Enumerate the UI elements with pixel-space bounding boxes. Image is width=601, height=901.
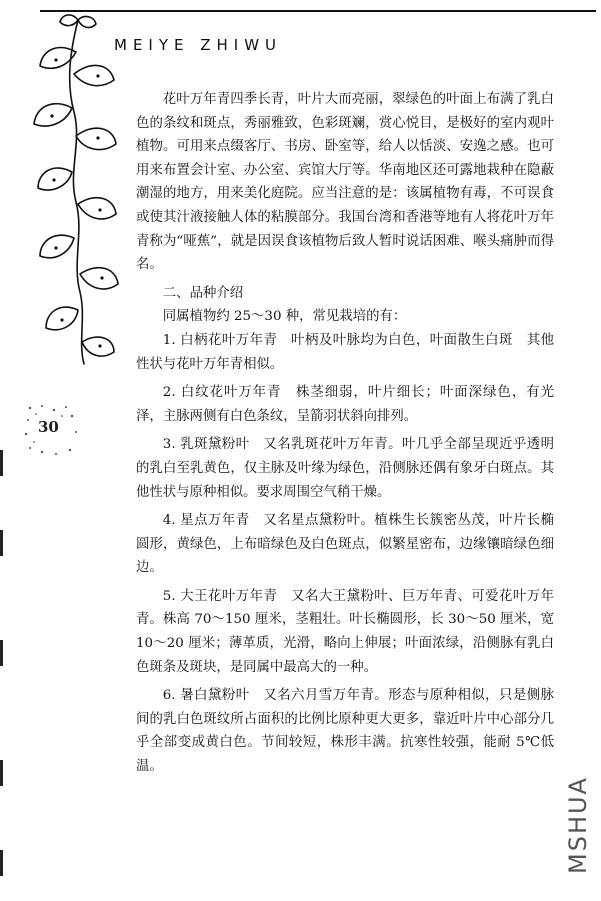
margin-tick — [0, 640, 3, 666]
variety-item: 5. 大王花叶万年青 又名大王黛粉叶、巨万年青、可爱花叶万年青。株高 70～150 厘米，茎粗壮。叶长椭圆形，长 30～50 厘米，宽 10～20 厘米；薄革质，光滑，略向上伸展；叶面浓绿，沿侧脉有乳白色斑条及斑块，是同属中最高大的一种。 — [136, 588, 554, 675]
body-text — [136, 88, 554, 779]
paragraph-intro: 花叶万年青四季长青，叶片大而亮丽，翠绿色的叶面上布满了乳白色的条纹和斑点，秀丽雅致，色彩斑斓，赏心悦目，是极好的室内观叶植物。可用来点缀客厅、书房、卧室等，给人以恬淡、安逸之感。也可用来布置会计室、办公室、宾馆大厅等。华南地区还可露地栽种在隐蔽潮湿的地方，用来美化庭院。应当注意的是：该属植物有毒，不可误食或使其汁液接触人体的粘膜部分。我国台湾和香港等地有人将花叶万年青称为“哑蕉”，就是因误食该植物后致人暂时说话困难、喉头痛肿而得名。 — [136, 92, 554, 273]
watermark-text: MSHUA — [564, 776, 592, 874]
margin-tick — [0, 760, 3, 786]
watermark — [560, 760, 596, 890]
variety-item: 4. 星点万年青 又名星点黛粉叶。植株生长簇密丛茂，叶片长椭圆形，黄绿色，上布暗绿色及白色斑点，似繁星密布，边缘镶暗绿色细边。 — [136, 513, 554, 576]
header-title: MEIYE ZHIWU — [114, 36, 283, 54]
margin-tick — [0, 530, 3, 556]
margin-tick — [0, 450, 3, 476]
paragraph-species-count: 同属植物约 25～30 种，常见栽培的有： — [162, 309, 407, 325]
page-number: 30 — [38, 418, 59, 436]
variety-item: 3. 乳斑黛粉叶 又名乳斑花叶万年青。叶几乎全部呈现近乎透明的乳白至乳黄色，仅主脉及叶缘为绿色，沿侧脉还偶有象牙白斑点。其他性状与原种相似。要求周围空气稍干燥。 — [136, 437, 554, 500]
variety-item: 6. 暑白黛粉叶 又名六月雪万年青。形态与原种相似，只是侧脉间的乳白色斑纹所占面积的比例比原种更大更多，靠近叶片中心部分几乎全部变成黄白色。节间较短，株形丰满。抗寒性较强，能耐 5℃低温。 — [136, 688, 554, 775]
variety-item: 1. 白柄花叶万年青 叶柄及叶脉均为白色，叶面散生白斑 其他性状与花叶万年青相似。 — [136, 332, 554, 372]
variety-item: 2. 白纹花叶万年青 株茎细弱，叶片细长；叶面深绿色，有光泽，主脉两侧有白色条纹，呈箭羽状斜向排列。 — [136, 385, 554, 424]
section-heading: 二、品种介绍 — [162, 285, 244, 301]
vine-decoration-icon — [18, 12, 138, 372]
margin-tick — [0, 850, 3, 876]
